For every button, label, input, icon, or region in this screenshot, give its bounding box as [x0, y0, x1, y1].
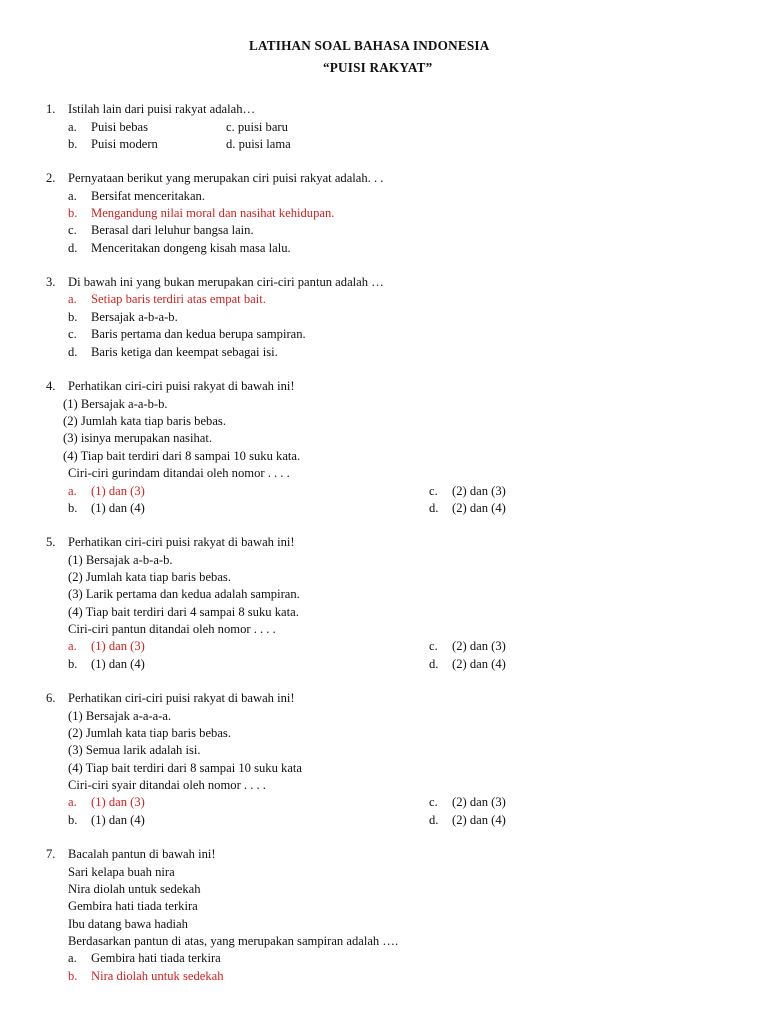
option-letter: a. — [68, 120, 77, 134]
option-letter: a. — [68, 795, 77, 809]
statement-4: (4) Tiap bait terdiri dari 4 sampai 8 suku kata. — [68, 605, 299, 619]
option-b: Bersajak a-b-a-b. — [91, 310, 178, 324]
option-letter: c. — [68, 327, 77, 341]
option-c: c. puisi baru — [226, 120, 288, 134]
option-c: Berasal dari leluhur bangsa lain. — [91, 223, 254, 237]
option-d: d. puisi lama — [226, 137, 291, 151]
statement-1: (1) Bersajak a-b-a-b. — [68, 553, 173, 567]
statement-2: (2) Jumlah kata tiap baris bebas. — [63, 414, 226, 428]
option-b: (1) dan (4) — [91, 813, 145, 827]
option-a: Gembira hati tiada terkira — [91, 951, 221, 965]
option-letter: d. — [429, 657, 439, 671]
statement-4: (4) Tiap bait terdiri dari 8 sampai 10 suku kata. — [63, 449, 301, 463]
option-a: Puisi bebas — [91, 120, 149, 134]
option-letter: b. — [68, 206, 78, 220]
option-c: (2) dan (3) — [452, 484, 506, 498]
option-c: (2) dan (3) — [452, 795, 506, 809]
question-prompt: Berdasarkan pantun di atas, yang merupakan sampiran adalah …. — [68, 934, 399, 948]
statement-3: (3) Semua larik adalah isi. — [68, 743, 201, 757]
option-a-answer: (1) dan (3) — [91, 795, 145, 809]
option-b: (1) dan (4) — [91, 501, 145, 515]
option-letter: b. — [68, 137, 78, 151]
option-letter: c. — [429, 484, 438, 498]
statement-2: (2) Jumlah kata tiap baris bebas. — [68, 570, 231, 584]
question-text: Perhatikan ciri-ciri puisi rakyat di bawah ini! — [68, 379, 295, 393]
option-letter: c. — [429, 795, 438, 809]
question-number: 3. — [46, 275, 56, 289]
document-title: LATIHAN SOAL BAHASA INDONESIA — [249, 38, 490, 53]
option-b-answer: Mengandung nilai moral dan nasihat kehidupan. — [91, 206, 335, 220]
option-letter: d. — [68, 345, 78, 359]
option-letter: a. — [68, 189, 77, 203]
option-a-answer: (1) dan (3) — [91, 484, 145, 498]
option-b: (1) dan (4) — [91, 657, 145, 671]
statement-4: (4) Tiap bait terdiri dari 8 sampai 10 suku kata — [68, 761, 302, 775]
option-a-answer: (1) dan (3) — [91, 639, 145, 653]
question-prompt: Ciri-ciri gurindam ditandai oleh nomor . . . . — [68, 466, 290, 480]
question-number: 2. — [46, 171, 56, 185]
statement-1: (1) Bersajak a-a-a-a. — [68, 709, 172, 723]
option-letter: b. — [68, 969, 78, 983]
question-number: 1. — [46, 102, 56, 116]
pantun-line-3: Gembira hati tiada terkira — [68, 899, 198, 913]
document-subtitle: “PUISI RAKYAT” — [323, 60, 433, 75]
option-d: (2) dan (4) — [452, 813, 506, 827]
option-b-answer: Nira diolah untuk sedekah — [91, 969, 224, 983]
question-text: Perhatikan ciri-ciri puisi rakyat di bawah ini! — [68, 691, 295, 705]
option-b: Puisi modern — [91, 137, 158, 151]
question-number: 4. — [46, 379, 56, 393]
option-letter: d. — [68, 241, 78, 255]
option-letter: c. — [429, 639, 438, 653]
statement-3: (3) isinya merupakan nasihat. — [63, 431, 212, 445]
option-d: (2) dan (4) — [452, 501, 506, 515]
question-text: Di bawah ini yang bukan merupakan ciri-ciri pantun adalah … — [68, 275, 384, 289]
pantun-line-1: Sari kelapa buah nira — [68, 865, 175, 879]
option-d: Baris ketiga dan keempat sebagai isi. — [91, 345, 278, 359]
pantun-line-2: Nira diolah untuk sedekah — [68, 882, 201, 896]
option-letter: a. — [68, 292, 77, 306]
option-c: (2) dan (3) — [452, 639, 506, 653]
question-number: 7. — [46, 847, 56, 861]
option-d: (2) dan (4) — [452, 657, 506, 671]
pantun-line-4: Ibu datang bawa hadiah — [68, 917, 188, 931]
option-letter: a. — [68, 639, 77, 653]
question-text: Bacalah pantun di bawah ini! — [68, 847, 216, 861]
option-letter: a. — [68, 484, 77, 498]
question-prompt: Ciri-ciri syair ditandai oleh nomor . . . . — [68, 778, 266, 792]
option-letter: b. — [68, 310, 78, 324]
question-text: Perhatikan ciri-ciri puisi rakyat di bawah ini! — [68, 535, 295, 549]
statement-2: (2) Jumlah kata tiap baris bebas. — [68, 726, 231, 740]
statement-1: (1) Bersajak a-a-b-b. — [63, 397, 168, 411]
option-letter: b. — [68, 813, 78, 827]
question-text: Istilah lain dari puisi rakyat adalah… — [68, 102, 256, 116]
option-a: Bersifat menceritakan. — [91, 189, 205, 203]
option-letter: d. — [429, 813, 439, 827]
option-d: Menceritakan dongeng kisah masa lalu. — [91, 241, 291, 255]
question-text: Pernyataan berikut yang merupakan ciri puisi rakyat adalah. . . — [68, 171, 384, 185]
option-a-answer: Setiap baris terdiri atas empat bait. — [91, 292, 266, 306]
question-number: 5. — [46, 535, 56, 549]
option-letter: b. — [68, 657, 78, 671]
question-prompt: Ciri-ciri pantun ditandai oleh nomor . . . . — [68, 622, 276, 636]
option-letter: d. — [429, 501, 439, 515]
option-letter: b. — [68, 501, 78, 515]
option-letter: a. — [68, 951, 77, 965]
option-c: Baris pertama dan kedua berupa sampiran. — [91, 327, 306, 341]
question-number: 6. — [46, 691, 56, 705]
option-letter: c. — [68, 223, 77, 237]
statement-3: (3) Larik pertama dan kedua adalah sampiran. — [68, 587, 300, 601]
